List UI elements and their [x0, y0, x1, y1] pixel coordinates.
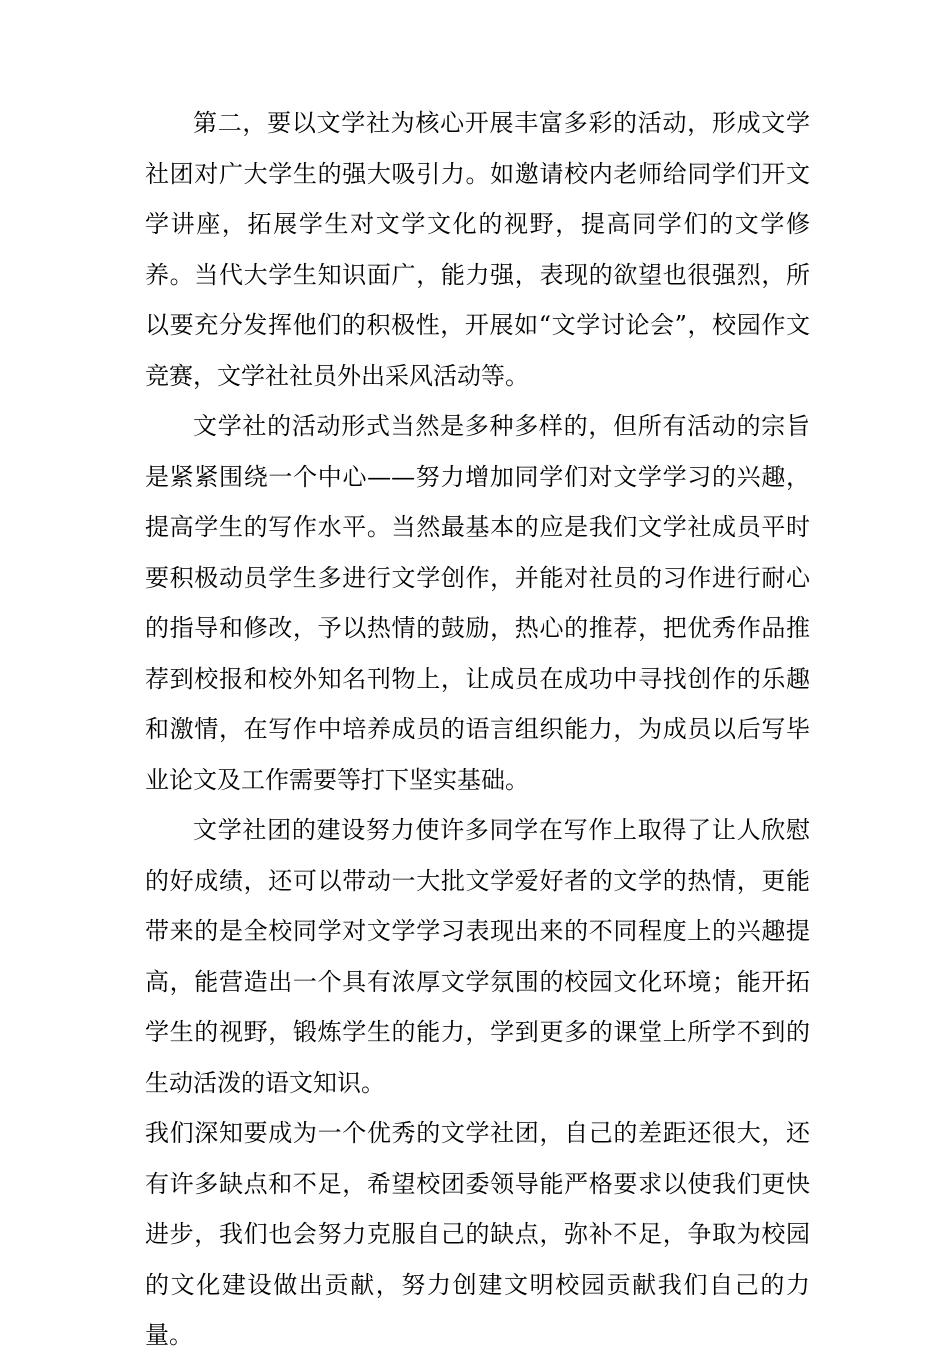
paragraph-2: 文学社的活动形式当然是多种多样的，但所有活动的宗旨是紧紧围绕一个中心——努力增加同学们对文学学习的兴趣，提高学生的写作水平。当然最基本的应是我们文学社成员平时要积极动员学生多进行文学创作，并能对社员的习作进行耐心的指导和修改，予以热情的鼓励，热心的推荐，把优秀作品推荐到校报和校外知名刊物上，让成员在成功中寻找创作的乐趣和激情，在写作中培养成员的语言组织能力，为成员以后写毕业论文及工作需要等打下坚实基础。 — [145, 412, 810, 794]
paragraph-1: 第二，要以文学社为核心开展丰富多彩的活动，形成文学社团对广大学生的强大吸引力。如邀请校内老师给同学们开文学讲座，拓展学生对文学文化的视野，提高同学们的文学修养。当代大学生知识面广，能力强，表现的欲望也很强烈，所以要充分发挥他们的积极性，开展如“文学讨论会”，校园作文竞赛，文学社社员外出采风活动等。 — [145, 109, 810, 390]
document-body — [145, 98, 810, 1361]
paragraph-4: 我们深知要成为一个优秀的文学社团，自己的差距还很大，还有许多缺点和不足，希望校团委领导能严格要求以使我们更快进步，我们也会努力克服自己的缺点，弥补不足，争取为校园的文化建设做出贡献，努力创建文明校园贡献我们自己的力量。 — [145, 1119, 810, 1349]
paragraph-3: 文学社团的建设努力使许多同学在写作上取得了让人欣慰的好成绩，还可以带动一大批文学爱好者的文学的热情，更能带来的是全校同学对文学学习表现出来的不同程度上的兴趣提高，能营造出一个具有浓厚文学氛围的校园文化环境；能开拓学生的视野，锻炼学生的能力，学到更多的课堂上所学不到的生动活泼的语文知识。 — [145, 816, 810, 1097]
